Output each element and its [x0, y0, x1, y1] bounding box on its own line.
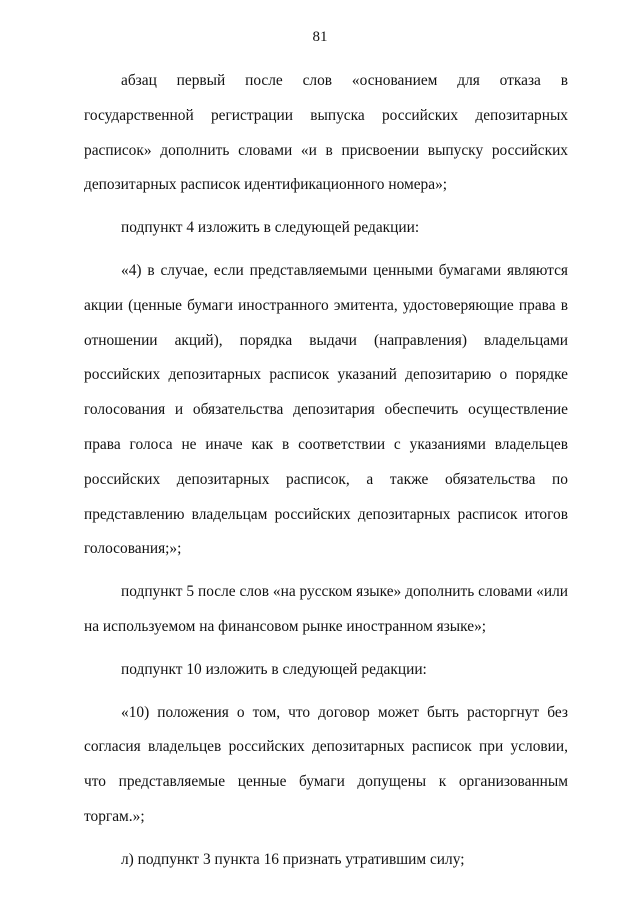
paragraph-6: «10) положения о том, что договор может быть расторгнут без согласия владельцев российских депозитарных расписок при условии, что представляемые ценные бумаги допущены к организованным торгам.»;: [84, 703, 568, 825]
document-body: [84, 64, 568, 878]
paragraph-2: подпункт 4 изложить в следующей редакции:: [121, 219, 420, 237]
paragraph-3: «4) в случае, если представляемыми ценными бумагами являются акции (ценные бумаги иностранного эмитента, удостоверяющие права в отношении акций), порядка выдачи (направления) владельцами российских депозитарных расписок указаний депозитарию о порядке голосования и обязательства депозитария обеспечить осуществление права голоса не иначе как в соответствии с указаниями владельцев российских депозитарных расписок, а также обязательства по представлению владельцам российских депозитарных расписок итогов голосования;»;: [84, 261, 568, 558]
paragraph-1: абзац первый после слов «основанием для отказа в государственной регистрации выпуска российских депозитарных расписок» дополнить словами «и в присвоении выпуску российских депозитарных расписок идентификационного номера»;: [84, 72, 568, 194]
paragraph-5: подпункт 10 изложить в следующей редакции:: [121, 660, 427, 678]
paragraph-4: подпункт 5 после слов «на русском языке» дополнить словами «или на используемом на финансовом рынке иностранном языке»;: [84, 583, 568, 635]
paragraph-7: л) подпункт 3 пункта 16 признать утратившим силу;: [121, 850, 465, 868]
page-number: 81: [312, 29, 328, 45]
